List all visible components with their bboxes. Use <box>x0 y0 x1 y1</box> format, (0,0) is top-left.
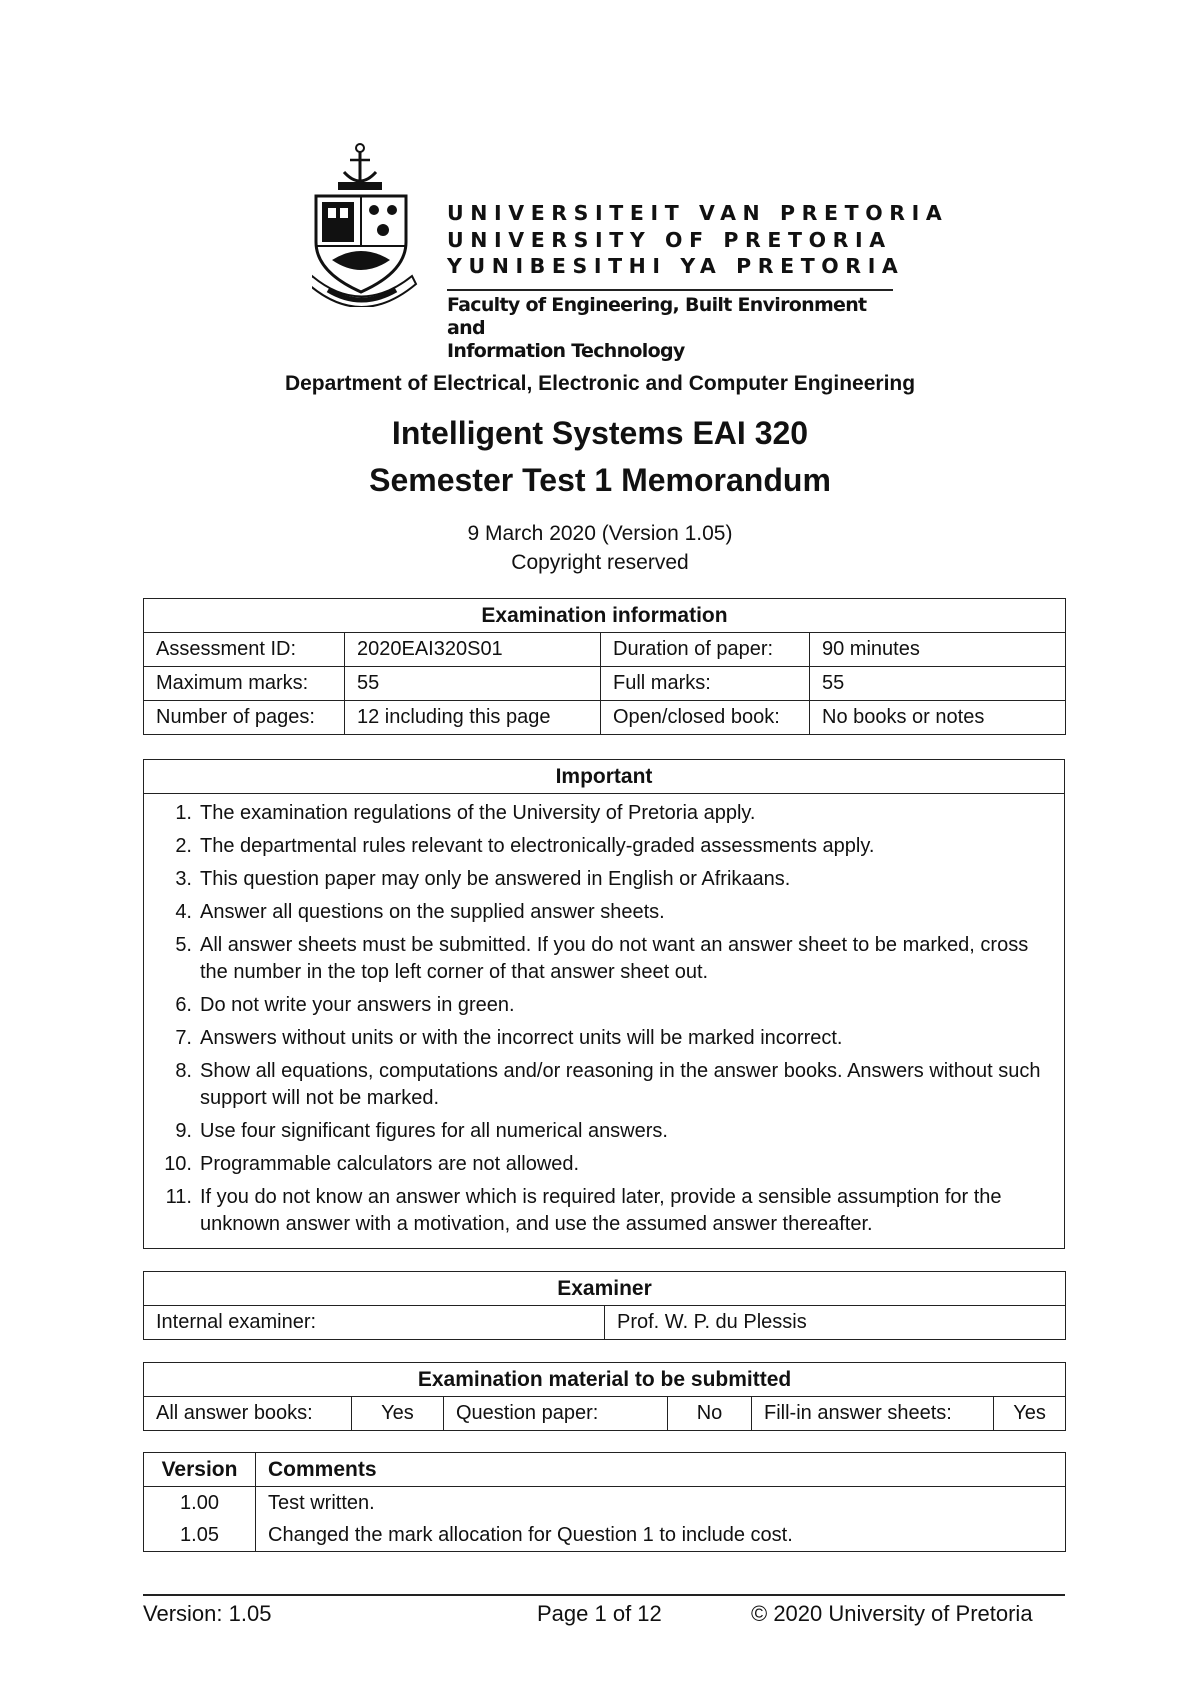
answer-books-value: Yes <box>352 1397 444 1431</box>
exam-info-table <box>143 598 1066 735</box>
date-version: 9 March 2020 (Version 1.05) <box>467 522 733 545</box>
list-item-number: 4. <box>175 901 192 923</box>
book-type-value: No books or notes <box>810 701 1066 735</box>
list-item <box>156 1025 1052 1052</box>
copyright-notice: Copyright reserved <box>511 551 689 574</box>
fill-in-sheets-value: Yes <box>994 1397 1066 1431</box>
table-row <box>144 633 1066 667</box>
footer-page-number: Page 1 of 12 <box>537 1601 662 1626</box>
exam-info-heading: Examination information <box>144 599 1066 633</box>
version-history-table <box>143 1452 1066 1552</box>
list-item-text: The departmental rules relevant to electronically-graded assessments apply. <box>200 835 875 857</box>
book-type-label: Open/closed book: <box>601 701 810 735</box>
list-item-number: 3. <box>175 868 192 890</box>
list-item <box>156 1151 1052 1178</box>
list-item <box>156 1118 1052 1145</box>
list-item-number: 1. <box>175 802 192 824</box>
pages-value: 12 including this page <box>345 701 601 735</box>
internal-examiner-label: Internal examiner: <box>144 1306 605 1340</box>
list-item-text: Programmable calculators are not allowed. <box>200 1153 580 1175</box>
list-item-text: The examination regulations of the University of Pretoria apply. <box>200 802 756 824</box>
faculty-line-1: Faculty of Engineering, Built Environment and <box>447 294 867 339</box>
table-row <box>144 1487 1066 1520</box>
table-row <box>144 1519 1066 1552</box>
pages-label: Number of pages: <box>144 701 345 735</box>
department-name: Department of Electrical, Electronic and Computer Engineering <box>284 372 916 395</box>
list-item <box>156 1184 1052 1238</box>
duration-label: Duration of paper: <box>601 633 810 667</box>
list-item-text: All answer sheets must be submitted. If you do not want an answer sheet to be marked, cross the number in the top left corner of that answer sheet out. <box>200 934 1029 983</box>
version-number: 1.05 <box>144 1519 256 1552</box>
version-number: 1.00 <box>144 1487 256 1520</box>
list-item <box>156 866 1052 893</box>
footer-version: Version: 1.05 <box>143 1601 272 1626</box>
list-item-number: 11. <box>165 1186 192 1208</box>
duration-value: 90 minutes <box>810 633 1066 667</box>
faculty-name <box>447 294 907 363</box>
list-item-number: 8. <box>175 1060 192 1082</box>
list-item-text: Show all equations, computations and/or reasoning in the answer books. Answers without such support will not be marked. <box>200 1060 1041 1109</box>
list-item-text: Answers without units or with the incorrect units will be marked incorrect. <box>200 1027 843 1049</box>
list-item <box>156 992 1052 1019</box>
list-item <box>156 833 1052 860</box>
question-paper-label: Question paper: <box>444 1397 668 1431</box>
important-heading: Important <box>144 760 1065 794</box>
important-table <box>143 759 1065 1249</box>
document-title: Semester Test 1 Memorandum <box>369 462 831 498</box>
list-item-number: 9. <box>175 1120 192 1142</box>
max-marks-value: 55 <box>345 667 601 701</box>
university-name-afrikaans: UNIVERSITEIT VAN PRETORIA <box>447 201 949 225</box>
list-item <box>156 932 1052 986</box>
comments-column-header: Comments <box>256 1453 1066 1487</box>
header-divider <box>447 289 893 291</box>
fill-in-sheets-label: Fill-in answer sheets: <box>752 1397 994 1431</box>
internal-examiner-name: Prof. W. P. du Plessis <box>605 1306 1066 1340</box>
list-item-number: 7. <box>175 1027 192 1049</box>
max-marks-label: Maximum marks: <box>144 667 345 701</box>
footer-divider <box>143 1594 1065 1596</box>
assessment-id-value: 2020EAI320S01 <box>345 633 601 667</box>
table-row <box>144 1306 1066 1340</box>
full-marks-value: 55 <box>810 667 1066 701</box>
list-item <box>156 800 1052 827</box>
material-heading: Examination material to be submitted <box>144 1363 1066 1397</box>
examiner-table <box>143 1271 1066 1340</box>
full-marks-label: Full marks: <box>601 667 810 701</box>
question-paper-value: No <box>668 1397 752 1431</box>
list-item-text: Answer all questions on the supplied answer sheets. <box>200 901 665 923</box>
footer-copyright: © 2020 University of Pretoria <box>751 1601 1033 1626</box>
list-item-text: This question paper may only be answered in English or Afrikaans. <box>200 868 791 890</box>
examiner-heading: Examiner <box>144 1272 1066 1306</box>
table-row <box>144 1397 1066 1431</box>
university-names <box>447 200 949 280</box>
list-item-number: 10. <box>164 1153 192 1175</box>
list-item-text: Use four significant figures for all numerical answers. <box>200 1120 668 1142</box>
answer-books-label: All answer books: <box>144 1397 352 1431</box>
version-comment: Test written. <box>256 1487 1066 1520</box>
list-item-text: Do not write your answers in green. <box>200 994 515 1016</box>
list-item-number: 6. <box>175 994 192 1016</box>
material-table <box>143 1362 1066 1431</box>
university-name-sepedi: YUNIBESITHI YA PRETORIA <box>447 254 905 278</box>
list-item-text: If you do not know an answer which is required later, provide a sensible assumption for the unknown answer with a motivation, and use the assumed answer thereafter. <box>200 1186 1002 1235</box>
version-column-header: Version <box>144 1453 256 1487</box>
faculty-line-2: Information Technology <box>447 340 685 362</box>
list-item <box>156 899 1052 926</box>
course-title: Intelligent Systems EAI 320 <box>391 415 809 451</box>
assessment-id-label: Assessment ID: <box>144 633 345 667</box>
version-comment: Changed the mark allocation for Question 1 to include cost. <box>256 1519 1066 1552</box>
table-row <box>144 667 1066 701</box>
important-rules-list <box>156 800 1052 1238</box>
list-item <box>156 1058 1052 1112</box>
table-row <box>144 701 1066 735</box>
list-item-number: 5. <box>175 934 192 956</box>
university-crest-logo <box>312 142 422 307</box>
list-item-number: 2. <box>175 835 192 857</box>
university-name-english: UNIVERSITY OF PRETORIA <box>447 227 892 252</box>
